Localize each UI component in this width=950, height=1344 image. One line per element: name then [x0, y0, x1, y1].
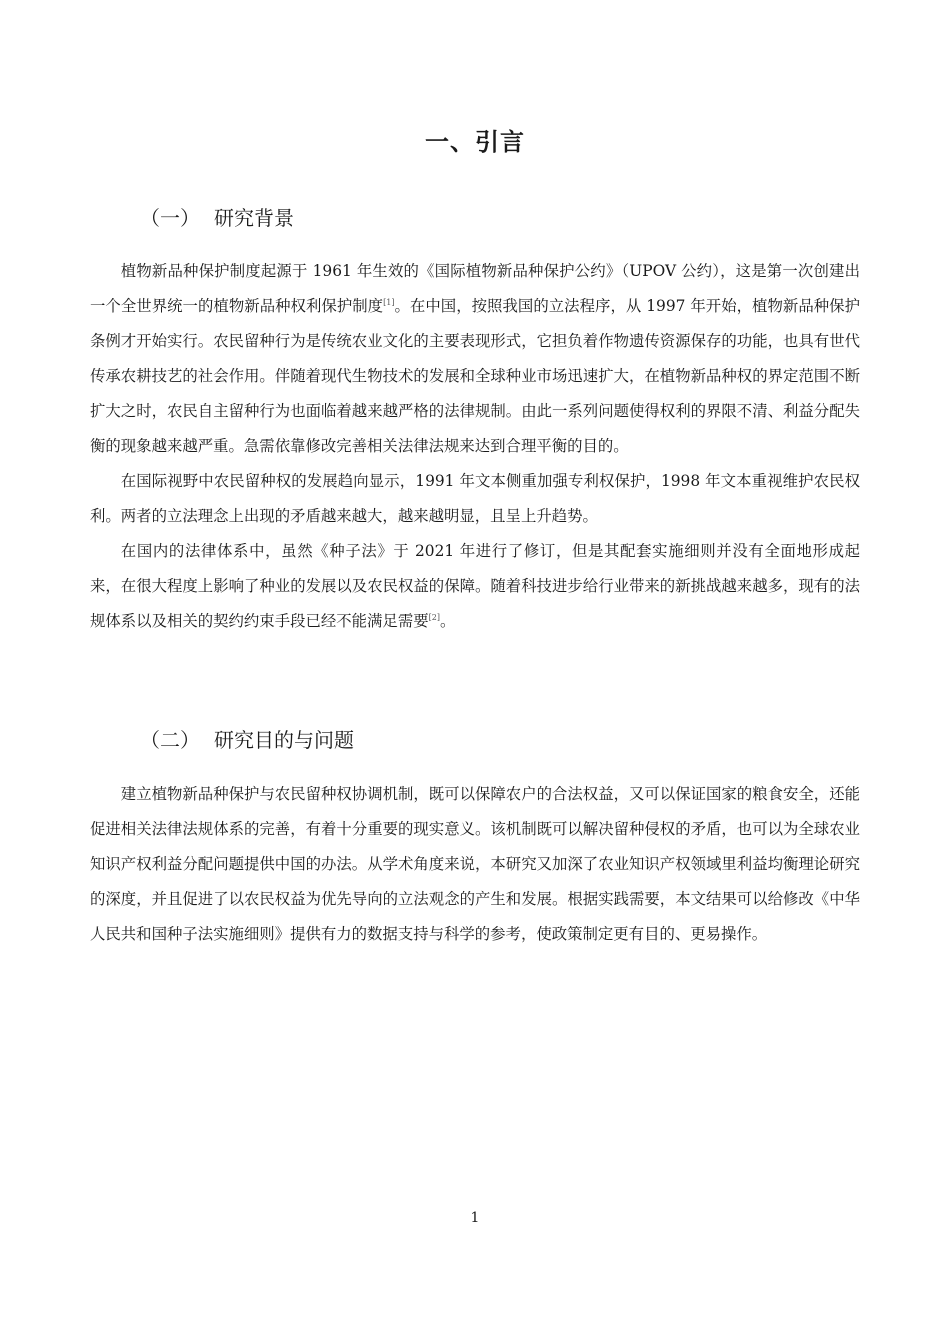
page-number: 1 [470, 1210, 480, 1226]
paragraph-text: 建立植物新品种保护与农民留种权协调机制，既可以保障农户的合法权益，又可以保证国家的粮食安全，还能促进相关法律法规体系的完善，有着十分重要的现实意义。该机制既可以解决留种侵权的矛盾，也可以为全球农业知识产权利益分配问题提供中国的办法。从学术角度来说，本研究又加深了农业知识产权领域里利益均衡理论研究的深度，并且促进了以农民权益为优先导向的立法观念的产生和发展。根据实践需要，本文结果可以给修改《中华人民共和国种子法实施细则》提供有力的数据支持与科学的参考，使政策制定更有目的、更易操作。 [90, 785, 860, 943]
section-number: （一） [140, 206, 200, 230]
paragraph [90, 464, 860, 534]
section-body-background [90, 254, 860, 639]
paragraph-text: 。在中国，按照我国的立法程序，从 1997 年开始，植物新品种保护条例才开始实行。农民留种行为是传统农业文化的主要表现形式，它担负着作物遗传资源保存的功能，也具有世代传承农耕技艺的社会作用。伴随着现代生物技术的发展和全球种业市场迅速扩大，在植物新品种权的界定范围不断扩大之时，农民自主留种行为也面临着越来越严格的法律规制。由此一系列问题使得权利的界限不清、利益分配失衡的现象越来越严重。急需依靠修改完善相关法律法规来达到合理平衡的目的。 [90, 297, 860, 455]
section-title: 研究背景 [214, 206, 294, 230]
paragraph-text: 。 [439, 612, 456, 630]
paragraph-text: 在国际视野中农民留种权的发展趋向显示，1991 年文本侧重加强专利权保护，1998 年文本重视维护农民权利。两者的立法理念上出现的矛盾越来越大，越来越明显，且呈上升趋势。 [90, 472, 860, 525]
citation-marker[interactable]: [1] [383, 297, 395, 307]
citation-marker[interactable]: [2] [428, 612, 440, 622]
section-body-purpose [90, 777, 860, 952]
section-heading-purpose [140, 724, 354, 753]
chapter-title: 一、引言 [425, 128, 525, 156]
paragraph [90, 777, 860, 952]
paragraph-text: 植物新品种保护制度起源于 1961 年生效的《国际植物新品种保护公约》（UPOV 公约），这是第一次创建出一个全世界统一的植物新品种权利保护制度 [90, 262, 860, 315]
paragraph [90, 534, 860, 639]
paragraph-text: 在国内的法律体系中，虽然《种子法》于 2021 年进行了修订，但是其配套实施细则并没有全面地形成起来，在很大程度上影响了种业的发展以及农民权益的保障。随着科技进步给行业带来的新挑战越来越多，现有的法规体系以及相关的契约约束手段已经不能满足需要 [90, 542, 860, 630]
section-number: （二） [140, 728, 200, 752]
section-title: 研究目的与问题 [214, 728, 354, 752]
section-heading-background [140, 202, 294, 231]
paragraph [90, 254, 860, 464]
